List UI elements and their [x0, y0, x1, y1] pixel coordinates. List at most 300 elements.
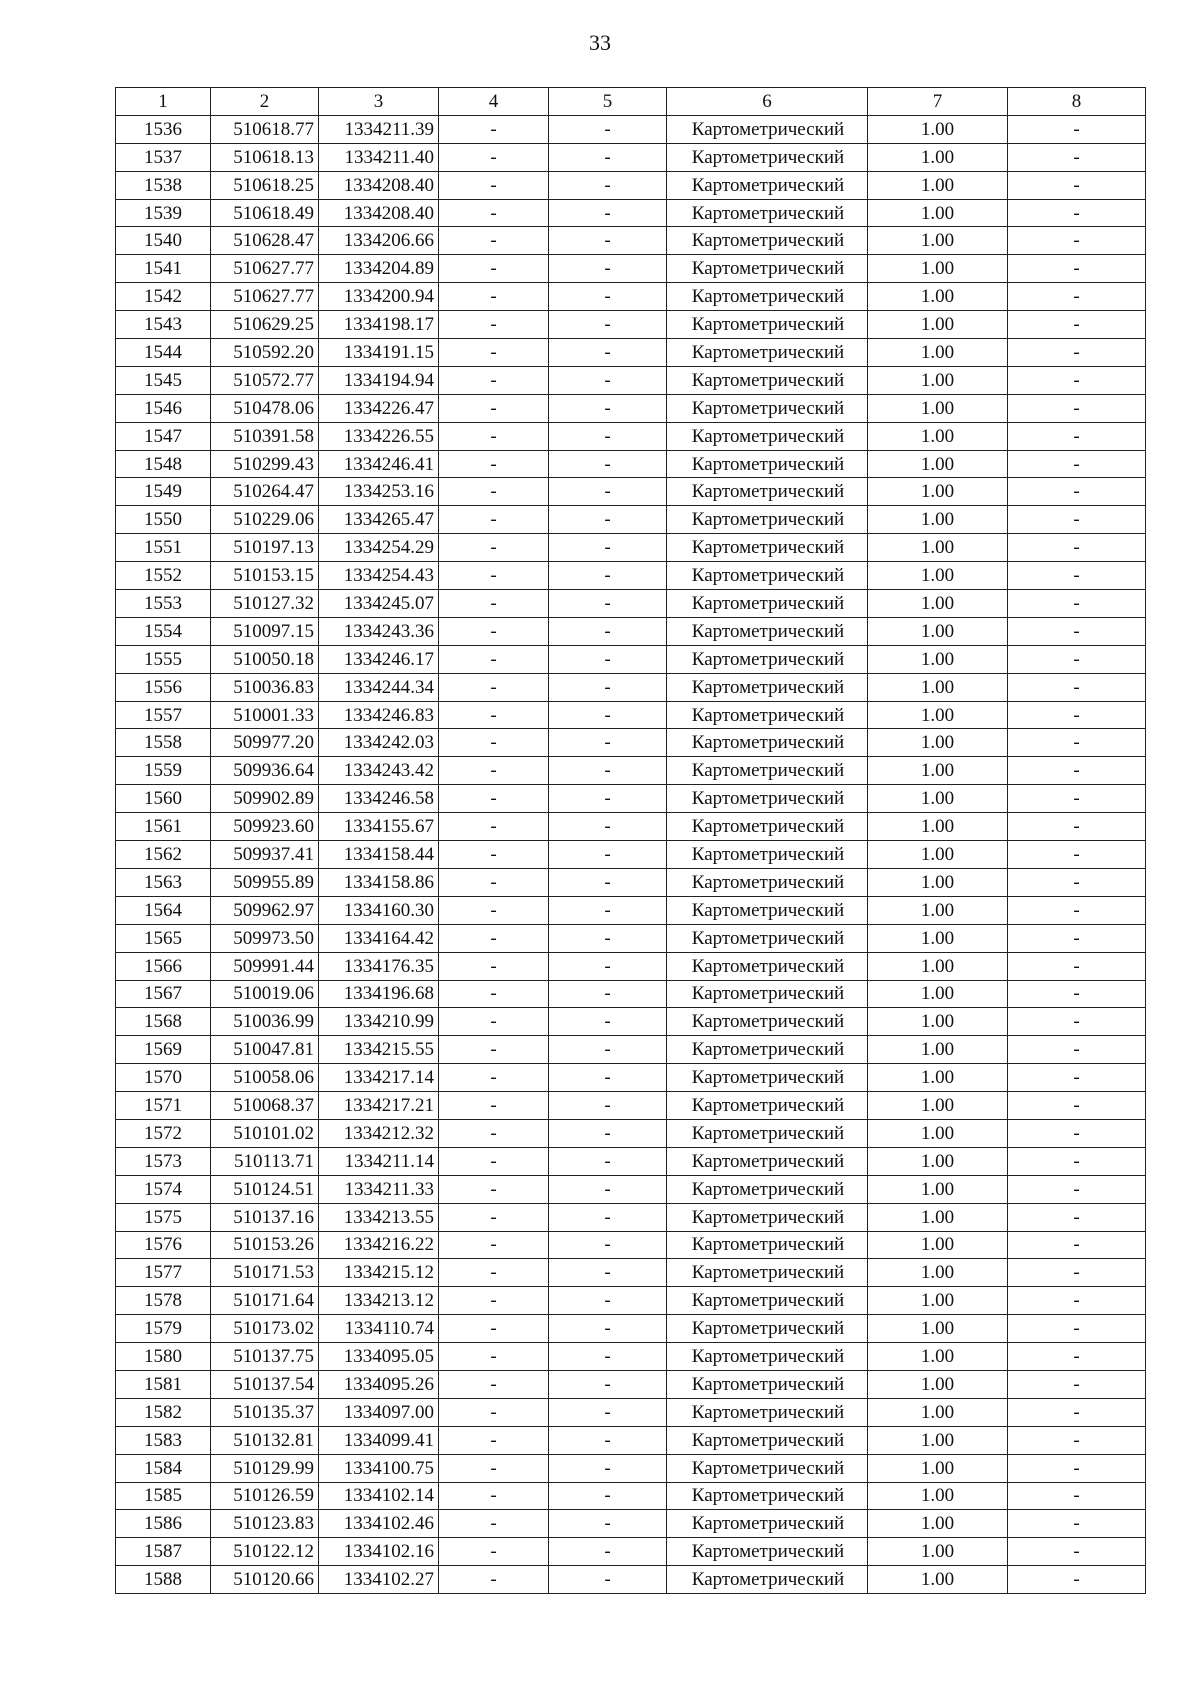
table-row: [116, 562, 1146, 590]
cell-col-5: -: [549, 1343, 667, 1371]
cell-coord-y: 1334216.22: [319, 1231, 439, 1259]
cell-method: Картометрический: [667, 1119, 868, 1147]
cell-coord-y: 1334226.55: [319, 422, 439, 450]
cell-col-8: -: [1008, 283, 1146, 311]
cell-method: Картометрический: [667, 590, 868, 618]
cell-coord-x: 510173.02: [211, 1315, 319, 1343]
cell-accuracy: 1.00: [868, 1064, 1008, 1092]
cell-coord-y: 1334211.39: [319, 115, 439, 143]
cell-method: Картометрический: [667, 506, 868, 534]
table-row: [116, 171, 1146, 199]
cell-col-8: -: [1008, 673, 1146, 701]
cell-coord-y: 1334102.14: [319, 1482, 439, 1510]
table-row: [116, 1566, 1146, 1594]
cell-col-4: -: [439, 757, 549, 785]
cell-coord-x: 510171.53: [211, 1259, 319, 1287]
cell-method: Картометрический: [667, 1315, 868, 1343]
cell-point-number: 1581: [116, 1370, 211, 1398]
cell-col-5: -: [549, 478, 667, 506]
cell-method: Картометрический: [667, 115, 868, 143]
cell-col-5: -: [549, 645, 667, 673]
cell-point-number: 1579: [116, 1315, 211, 1343]
cell-accuracy: 1.00: [868, 590, 1008, 618]
table-row: [116, 1315, 1146, 1343]
cell-col-5: -: [549, 1008, 667, 1036]
cell-col-8: -: [1008, 980, 1146, 1008]
cell-col-5: -: [549, 506, 667, 534]
cell-point-number: 1571: [116, 1092, 211, 1120]
cell-coord-x: 510628.47: [211, 227, 319, 255]
cell-coord-y: 1334110.74: [319, 1315, 439, 1343]
cell-point-number: 1544: [116, 339, 211, 367]
header-col-7: 7: [868, 88, 1008, 116]
cell-col-5: -: [549, 339, 667, 367]
cell-method: Картометрический: [667, 171, 868, 199]
cell-point-number: 1577: [116, 1259, 211, 1287]
cell-accuracy: 1.00: [868, 1147, 1008, 1175]
cell-accuracy: 1.00: [868, 1482, 1008, 1510]
cell-method: Картометрический: [667, 1538, 868, 1566]
cell-accuracy: 1.00: [868, 1231, 1008, 1259]
cell-coord-y: 1334164.42: [319, 924, 439, 952]
cell-coord-y: 1334206.66: [319, 227, 439, 255]
cell-col-8: -: [1008, 311, 1146, 339]
cell-method: Картометрический: [667, 868, 868, 896]
cell-col-4: -: [439, 1008, 549, 1036]
cell-coord-x: 509902.89: [211, 785, 319, 813]
cell-accuracy: 1.00: [868, 1426, 1008, 1454]
cell-point-number: 1542: [116, 283, 211, 311]
cell-col-4: -: [439, 562, 549, 590]
cell-col-5: -: [549, 255, 667, 283]
cell-col-5: -: [549, 1566, 667, 1594]
header-row: [116, 88, 1146, 116]
cell-col-5: -: [549, 1510, 667, 1538]
cell-point-number: 1546: [116, 394, 211, 422]
cell-method: Картометрический: [667, 283, 868, 311]
cell-accuracy: 1.00: [868, 1119, 1008, 1147]
cell-col-5: -: [549, 199, 667, 227]
cell-col-5: -: [549, 785, 667, 813]
cell-coord-x: 510047.81: [211, 1036, 319, 1064]
cell-col-8: -: [1008, 813, 1146, 841]
cell-point-number: 1573: [116, 1147, 211, 1175]
table-row: [116, 534, 1146, 562]
cell-coord-y: 1334246.17: [319, 645, 439, 673]
cell-point-number: 1562: [116, 841, 211, 869]
cell-col-4: -: [439, 673, 549, 701]
cell-accuracy: 1.00: [868, 701, 1008, 729]
cell-col-8: -: [1008, 1147, 1146, 1175]
cell-coord-y: 1334243.42: [319, 757, 439, 785]
cell-col-4: -: [439, 506, 549, 534]
table-header: [116, 88, 1146, 116]
cell-coord-x: 510137.75: [211, 1343, 319, 1371]
table-row: [116, 394, 1146, 422]
cell-coord-y: 1334217.21: [319, 1092, 439, 1120]
cell-coord-y: 1334211.14: [319, 1147, 439, 1175]
cell-point-number: 1541: [116, 255, 211, 283]
cell-col-8: -: [1008, 534, 1146, 562]
cell-col-5: -: [549, 952, 667, 980]
cell-accuracy: 1.00: [868, 1203, 1008, 1231]
cell-method: Картометрический: [667, 311, 868, 339]
cell-coord-y: 1334213.12: [319, 1287, 439, 1315]
cell-point-number: 1574: [116, 1175, 211, 1203]
cell-col-5: -: [549, 283, 667, 311]
cell-method: Картометрический: [667, 1454, 868, 1482]
table-row: [116, 729, 1146, 757]
table-row: [116, 590, 1146, 618]
table-row: [116, 115, 1146, 143]
cell-point-number: 1564: [116, 896, 211, 924]
cell-coord-x: 510036.83: [211, 673, 319, 701]
cell-coord-y: 1334226.47: [319, 394, 439, 422]
cell-accuracy: 1.00: [868, 896, 1008, 924]
cell-col-4: -: [439, 478, 549, 506]
cell-col-8: -: [1008, 785, 1146, 813]
table-row: [116, 143, 1146, 171]
cell-col-4: -: [439, 868, 549, 896]
cell-accuracy: 1.00: [868, 813, 1008, 841]
cell-col-4: -: [439, 729, 549, 757]
cell-accuracy: 1.00: [868, 924, 1008, 952]
cell-accuracy: 1.00: [868, 478, 1008, 506]
table-row: [116, 1343, 1146, 1371]
table-row: [116, 1538, 1146, 1566]
table-row: [116, 1175, 1146, 1203]
table-row: [116, 1287, 1146, 1315]
cell-method: Картометрический: [667, 673, 868, 701]
cell-col-4: -: [439, 394, 549, 422]
cell-col-5: -: [549, 534, 667, 562]
cell-col-8: -: [1008, 478, 1146, 506]
cell-col-5: -: [549, 1370, 667, 1398]
cell-method: Картометрический: [667, 896, 868, 924]
cell-point-number: 1543: [116, 311, 211, 339]
cell-col-8: -: [1008, 199, 1146, 227]
cell-point-number: 1559: [116, 757, 211, 785]
cell-coord-y: 1334160.30: [319, 896, 439, 924]
cell-accuracy: 1.00: [868, 143, 1008, 171]
cell-method: Картометрический: [667, 534, 868, 562]
cell-coord-x: 510127.32: [211, 590, 319, 618]
cell-col-5: -: [549, 171, 667, 199]
cell-coord-x: 510592.20: [211, 339, 319, 367]
cell-accuracy: 1.00: [868, 617, 1008, 645]
cell-coord-x: 509973.50: [211, 924, 319, 952]
cell-coord-y: 1334102.46: [319, 1510, 439, 1538]
table-row: [116, 255, 1146, 283]
cell-col-8: -: [1008, 422, 1146, 450]
cell-accuracy: 1.00: [868, 868, 1008, 896]
cell-col-5: -: [549, 227, 667, 255]
cell-col-8: -: [1008, 841, 1146, 869]
cell-method: Картометрический: [667, 450, 868, 478]
cell-coord-y: 1334210.99: [319, 1008, 439, 1036]
cell-col-8: -: [1008, 1370, 1146, 1398]
cell-point-number: 1547: [116, 422, 211, 450]
table-row: [116, 896, 1146, 924]
cell-coord-x: 509991.44: [211, 952, 319, 980]
cell-col-4: -: [439, 143, 549, 171]
cell-col-8: -: [1008, 645, 1146, 673]
cell-col-4: -: [439, 311, 549, 339]
cell-col-5: -: [549, 1315, 667, 1343]
cell-col-8: -: [1008, 506, 1146, 534]
table-row: [116, 757, 1146, 785]
cell-col-8: -: [1008, 1510, 1146, 1538]
cell-coord-y: 1334217.14: [319, 1064, 439, 1092]
cell-col-4: -: [439, 1231, 549, 1259]
cell-accuracy: 1.00: [868, 729, 1008, 757]
cell-method: Картометрический: [667, 1398, 868, 1426]
table-row: [116, 283, 1146, 311]
cell-accuracy: 1.00: [868, 1343, 1008, 1371]
cell-col-8: -: [1008, 1454, 1146, 1482]
page-number: 33: [589, 30, 611, 55]
cell-coord-y: 1334215.55: [319, 1036, 439, 1064]
cell-method: Картометрический: [667, 1510, 868, 1538]
cell-coord-y: 1334176.35: [319, 952, 439, 980]
cell-col-5: -: [549, 1454, 667, 1482]
cell-accuracy: 1.00: [868, 450, 1008, 478]
cell-coord-x: 510135.37: [211, 1398, 319, 1426]
table-row: [116, 1510, 1146, 1538]
cell-point-number: 1583: [116, 1426, 211, 1454]
table-row: [116, 1398, 1146, 1426]
cell-col-4: -: [439, 617, 549, 645]
cell-col-8: -: [1008, 1036, 1146, 1064]
cell-accuracy: 1.00: [868, 1398, 1008, 1426]
cell-coord-x: 510050.18: [211, 645, 319, 673]
cell-coord-x: 510478.06: [211, 394, 319, 422]
cell-method: Картометрический: [667, 701, 868, 729]
coordinates-table: [115, 87, 1146, 1594]
cell-col-5: -: [549, 1119, 667, 1147]
cell-coord-x: 510123.83: [211, 1510, 319, 1538]
table-row: [116, 1454, 1146, 1482]
table-row: [116, 1008, 1146, 1036]
cell-col-8: -: [1008, 143, 1146, 171]
table-row: [116, 450, 1146, 478]
cell-coord-y: 1334102.27: [319, 1566, 439, 1594]
cell-coord-y: 1334215.12: [319, 1259, 439, 1287]
cell-point-number: 1558: [116, 729, 211, 757]
cell-col-5: -: [549, 1147, 667, 1175]
cell-col-4: -: [439, 1482, 549, 1510]
cell-col-5: -: [549, 1175, 667, 1203]
cell-coord-x: 510001.33: [211, 701, 319, 729]
cell-method: Картометрический: [667, 1287, 868, 1315]
cell-coord-y: 1334208.40: [319, 199, 439, 227]
cell-coord-x: 510299.43: [211, 450, 319, 478]
cell-point-number: 1553: [116, 590, 211, 618]
cell-coord-y: 1334200.94: [319, 283, 439, 311]
cell-method: Картометрический: [667, 1231, 868, 1259]
cell-coord-y: 1334246.41: [319, 450, 439, 478]
table-row: [116, 645, 1146, 673]
table-row: [116, 478, 1146, 506]
table-row: [116, 1147, 1146, 1175]
cell-accuracy: 1.00: [868, 1036, 1008, 1064]
cell-method: Картометрический: [667, 1064, 868, 1092]
header-col-1: 1: [116, 88, 211, 116]
cell-method: Картометрический: [667, 394, 868, 422]
cell-point-number: 1569: [116, 1036, 211, 1064]
cell-point-number: 1588: [116, 1566, 211, 1594]
cell-accuracy: 1.00: [868, 1510, 1008, 1538]
cell-col-8: -: [1008, 450, 1146, 478]
cell-coord-y: 1334212.32: [319, 1119, 439, 1147]
cell-coord-x: 510153.26: [211, 1231, 319, 1259]
cell-col-4: -: [439, 1203, 549, 1231]
cell-col-8: -: [1008, 868, 1146, 896]
table-row: [116, 952, 1146, 980]
cell-accuracy: 1.00: [868, 1370, 1008, 1398]
header-col-6: 6: [667, 88, 868, 116]
cell-point-number: 1560: [116, 785, 211, 813]
cell-coord-x: 510129.99: [211, 1454, 319, 1482]
cell-point-number: 1578: [116, 1287, 211, 1315]
cell-coord-x: 509962.97: [211, 896, 319, 924]
cell-point-number: 1580: [116, 1343, 211, 1371]
cell-coord-y: 1334196.68: [319, 980, 439, 1008]
cell-accuracy: 1.00: [868, 227, 1008, 255]
cell-col-5: -: [549, 1482, 667, 1510]
cell-col-8: -: [1008, 1175, 1146, 1203]
cell-col-5: -: [549, 924, 667, 952]
cell-point-number: 1537: [116, 143, 211, 171]
table-row: [116, 1092, 1146, 1120]
cell-col-4: -: [439, 1147, 549, 1175]
cell-method: Картометрический: [667, 813, 868, 841]
cell-col-4: -: [439, 924, 549, 952]
cell-accuracy: 1.00: [868, 255, 1008, 283]
cell-col-5: -: [549, 1538, 667, 1566]
cell-accuracy: 1.00: [868, 1566, 1008, 1594]
cell-accuracy: 1.00: [868, 171, 1008, 199]
cell-point-number: 1554: [116, 617, 211, 645]
cell-coord-y: 1334243.36: [319, 617, 439, 645]
cell-col-5: -: [549, 701, 667, 729]
cell-point-number: 1585: [116, 1482, 211, 1510]
cell-method: Картометрический: [667, 980, 868, 1008]
cell-accuracy: 1.00: [868, 952, 1008, 980]
cell-point-number: 1582: [116, 1398, 211, 1426]
cell-coord-x: 510618.25: [211, 171, 319, 199]
cell-coord-x: 510036.99: [211, 1008, 319, 1036]
cell-col-5: -: [549, 673, 667, 701]
cell-coord-x: 509936.64: [211, 757, 319, 785]
cell-col-5: -: [549, 562, 667, 590]
cell-coord-x: 510197.13: [211, 534, 319, 562]
cell-accuracy: 1.00: [868, 785, 1008, 813]
table-row: [116, 1426, 1146, 1454]
cell-coord-x: 510229.06: [211, 506, 319, 534]
table-row: [116, 1231, 1146, 1259]
cell-method: Картометрический: [667, 1482, 868, 1510]
table-row: [116, 422, 1146, 450]
cell-coord-x: 510124.51: [211, 1175, 319, 1203]
cell-col-4: -: [439, 1119, 549, 1147]
cell-col-5: -: [549, 394, 667, 422]
table-row: [116, 339, 1146, 367]
cell-col-5: -: [549, 115, 667, 143]
cell-col-5: -: [549, 422, 667, 450]
cell-col-4: -: [439, 255, 549, 283]
cell-col-5: -: [549, 1259, 667, 1287]
cell-col-4: -: [439, 227, 549, 255]
cell-point-number: 1557: [116, 701, 211, 729]
table-row: [116, 841, 1146, 869]
cell-accuracy: 1.00: [868, 1092, 1008, 1120]
cell-col-5: -: [549, 450, 667, 478]
cell-coord-y: 1334158.44: [319, 841, 439, 869]
cell-coord-x: 509923.60: [211, 813, 319, 841]
cell-coord-y: 1334204.89: [319, 255, 439, 283]
cell-coord-y: 1334100.75: [319, 1454, 439, 1482]
table-row: [116, 1119, 1146, 1147]
cell-accuracy: 1.00: [868, 1538, 1008, 1566]
cell-point-number: 1584: [116, 1454, 211, 1482]
cell-accuracy: 1.00: [868, 841, 1008, 869]
table-row: [116, 199, 1146, 227]
table-row: [116, 1203, 1146, 1231]
cell-point-number: 1551: [116, 534, 211, 562]
cell-col-5: -: [549, 896, 667, 924]
cell-coord-y: 1334265.47: [319, 506, 439, 534]
cell-point-number: 1565: [116, 924, 211, 952]
cell-accuracy: 1.00: [868, 199, 1008, 227]
cell-col-5: -: [549, 366, 667, 394]
cell-coord-y: 1334099.41: [319, 1426, 439, 1454]
table-row: [116, 1482, 1146, 1510]
table-row: [116, 813, 1146, 841]
cell-col-8: -: [1008, 339, 1146, 367]
cell-col-8: -: [1008, 896, 1146, 924]
cell-col-5: -: [549, 311, 667, 339]
cell-point-number: 1563: [116, 868, 211, 896]
cell-accuracy: 1.00: [868, 339, 1008, 367]
cell-col-4: -: [439, 171, 549, 199]
cell-col-8: -: [1008, 617, 1146, 645]
cell-method: Картометрический: [667, 1203, 868, 1231]
cell-method: Картометрический: [667, 562, 868, 590]
cell-accuracy: 1.00: [868, 757, 1008, 785]
cell-col-8: -: [1008, 701, 1146, 729]
cell-method: Картометрический: [667, 841, 868, 869]
cell-coord-y: 1334253.16: [319, 478, 439, 506]
table-row: [116, 1259, 1146, 1287]
cell-coord-y: 1334208.40: [319, 171, 439, 199]
cell-point-number: 1561: [116, 813, 211, 841]
cell-point-number: 1570: [116, 1064, 211, 1092]
cell-coord-x: 509955.89: [211, 868, 319, 896]
cell-col-5: -: [549, 590, 667, 618]
cell-col-8: -: [1008, 115, 1146, 143]
cell-col-8: -: [1008, 1426, 1146, 1454]
header-col-2: 2: [211, 88, 319, 116]
cell-col-5: -: [549, 617, 667, 645]
cell-col-4: -: [439, 339, 549, 367]
cell-col-8: -: [1008, 1287, 1146, 1315]
cell-accuracy: 1.00: [868, 506, 1008, 534]
cell-coord-x: 510122.12: [211, 1538, 319, 1566]
cell-col-8: -: [1008, 1482, 1146, 1510]
cell-point-number: 1540: [116, 227, 211, 255]
cell-col-4: -: [439, 422, 549, 450]
